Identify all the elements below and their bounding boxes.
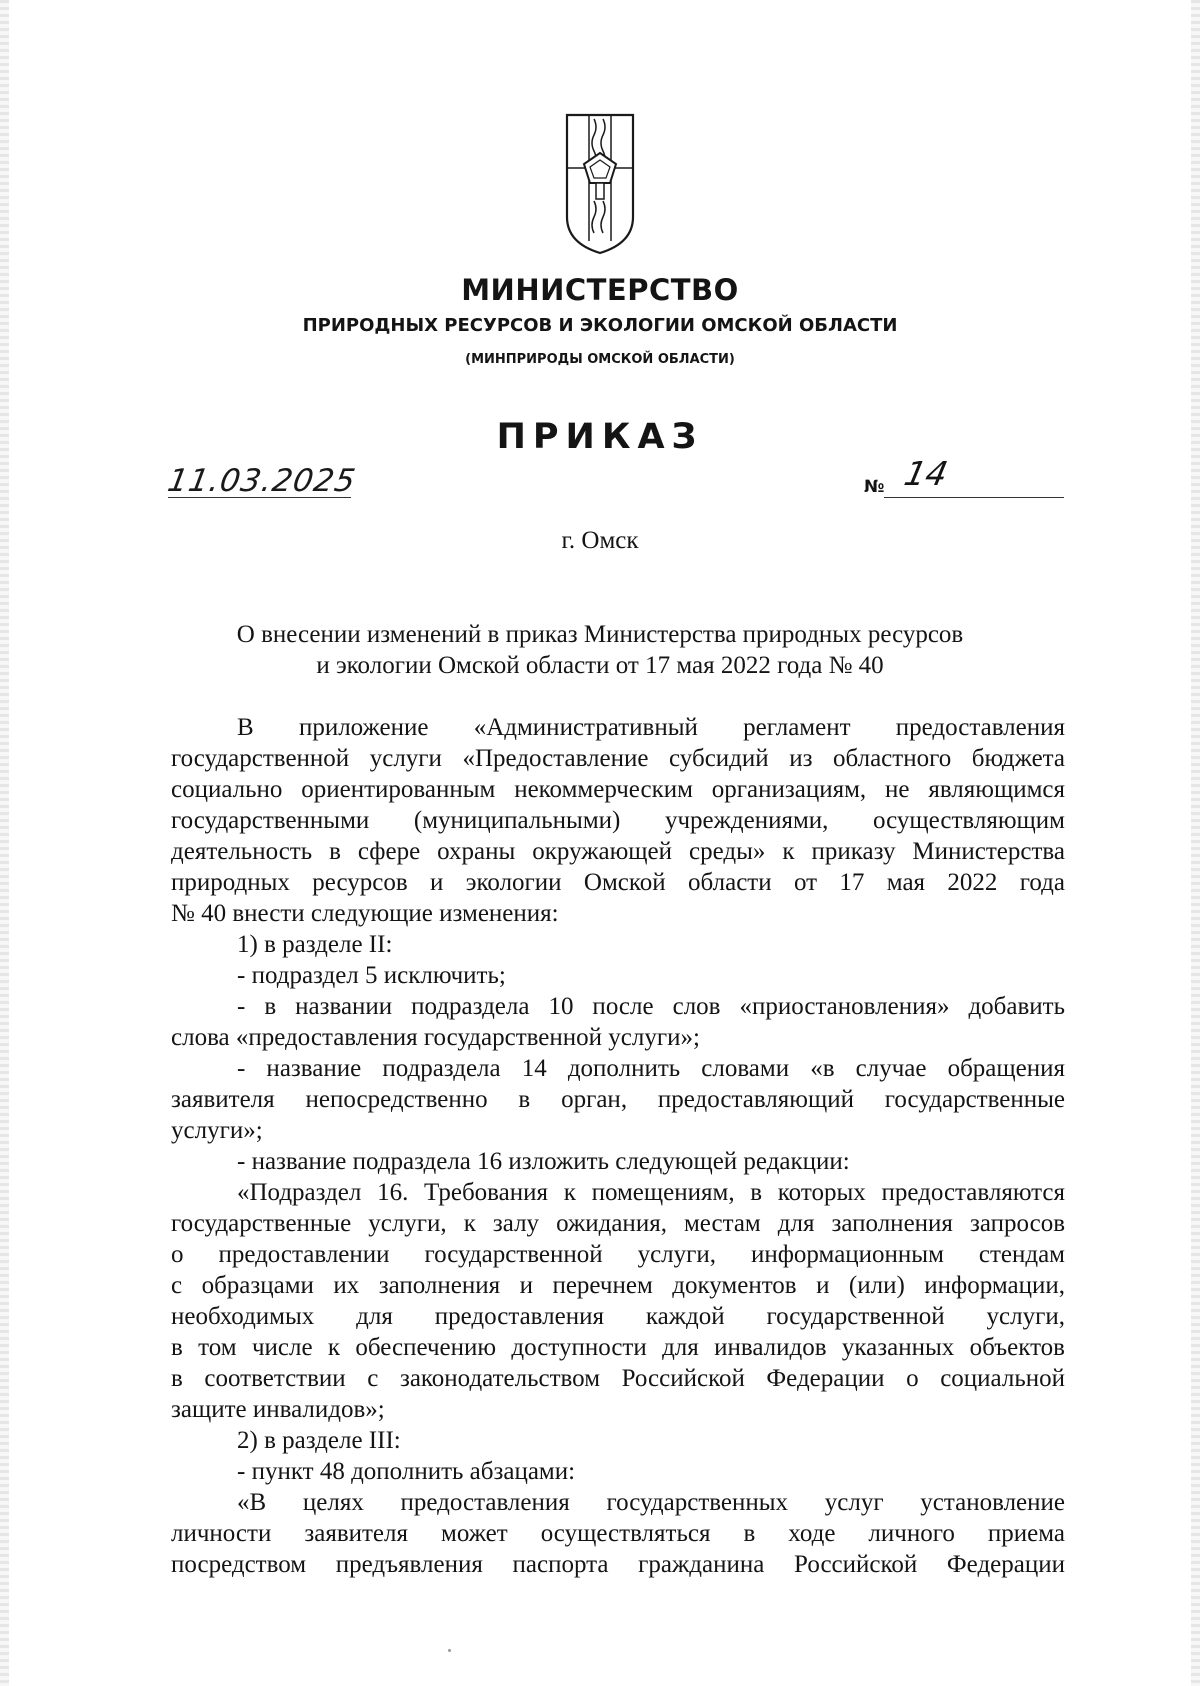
number-sign: №	[864, 477, 885, 497]
scan-edge-right	[1191, 0, 1200, 1686]
number-underline	[884, 497, 1064, 498]
order-number: 14	[900, 454, 952, 493]
document-type: ПРИКАЗ	[496, 417, 704, 457]
body-line: природных ресурсов и экологии Омской области от 17 мая 2022 года	[171, 869, 1065, 896]
body-line: № 40 внести следующие изменения:	[171, 900, 559, 927]
body-line: «Подраздел 16. Требования к помещениям, в которых предоставляются	[237, 1179, 1065, 1206]
date-underline	[168, 497, 351, 498]
body-line: необходимых для предоставления каждой государственной услуги,	[171, 1303, 1065, 1330]
body-line: - подраздел 5 исключить;	[237, 962, 506, 989]
ministry-short-name: (МИНПРИРОДЫ ОМСКОЙ ОБЛАСТИ)	[465, 352, 735, 367]
scan-speck	[448, 1649, 451, 1652]
body-line: - пункт 48 дополнить абзацами:	[237, 1458, 576, 1485]
body-line: - название подраздела 14 дополнить словами «в случае обращения	[237, 1055, 1065, 1082]
document-title	[0, 619, 1200, 681]
body-line: защите инвалидов»;	[171, 1396, 385, 1423]
body-line: социально ориентированным некоммерческим организациям, не являющимся	[171, 776, 1065, 803]
body-line: государственной услуги «Предоставление субсидий из областного бюджета	[171, 745, 1065, 772]
body-line: в том числе к обеспечению доступности для инвалидов указанных объектов	[171, 1334, 1065, 1361]
body-line: государственные услуги, к залу ожидания, местам для заполнения запросов	[171, 1210, 1065, 1237]
document-body	[171, 712, 1065, 1580]
document-title-line: О внесении изменений в приказ Министерства природных ресурсов	[236, 621, 964, 648]
ministry-subtitle: ПРИРОДНЫХ РЕСУРСОВ И ЭКОЛОГИИ ОМСКОЙ ОБЛАСТИ	[302, 315, 898, 336]
scan-edge-left	[0, 0, 9, 1686]
city: г. Омск	[561, 527, 639, 554]
body-line: о предоставлении государственной услуги, информационным стендам	[171, 1241, 1065, 1268]
body-line: слова «предоставления государственной услуги»;	[171, 1024, 700, 1051]
body-line: - в названии подраздела 10 после слов «приостановления» добавить	[237, 993, 1065, 1020]
body-line: в соответствии с законодательством Российской Федерации о социальной	[171, 1365, 1065, 1392]
body-line: заявителя непосредственно в орган, предоставляющий государственные	[171, 1086, 1065, 1113]
body-line: В приложение «Административный регламент предоставления	[237, 714, 1065, 741]
body-line: 2) в разделе III:	[237, 1427, 401, 1454]
body-line: личности заявителя может осуществляться в ходе личного приема	[171, 1520, 1065, 1547]
body-line: деятельность в сфере охраны окружающей среды» к приказу Министерства	[171, 838, 1065, 865]
body-line: услуги»;	[171, 1117, 263, 1144]
ministry-title: МИНИСТЕРСТВО	[461, 273, 739, 307]
body-line: - название подраздела 16 изложить следующей редакции:	[237, 1148, 850, 1175]
body-line: 1) в разделе II:	[237, 931, 393, 958]
body-line: с образцами их заполнения и перечнем документов и (или) информации,	[171, 1272, 1065, 1299]
document-title-line: и экологии Омской области от 17 мая 2022 года № 40	[316, 652, 884, 679]
coat-of-arms-icon	[565, 113, 635, 255]
body-line: «В целях предоставления государственных услуг установление	[237, 1489, 1065, 1516]
body-line: государственными (муниципальными) учреждениями, осуществляющим	[171, 807, 1065, 834]
body-line: посредством предъявления паспорта гражданина Российской Федерации	[171, 1551, 1065, 1578]
order-date: 11.03.2025	[164, 463, 359, 499]
